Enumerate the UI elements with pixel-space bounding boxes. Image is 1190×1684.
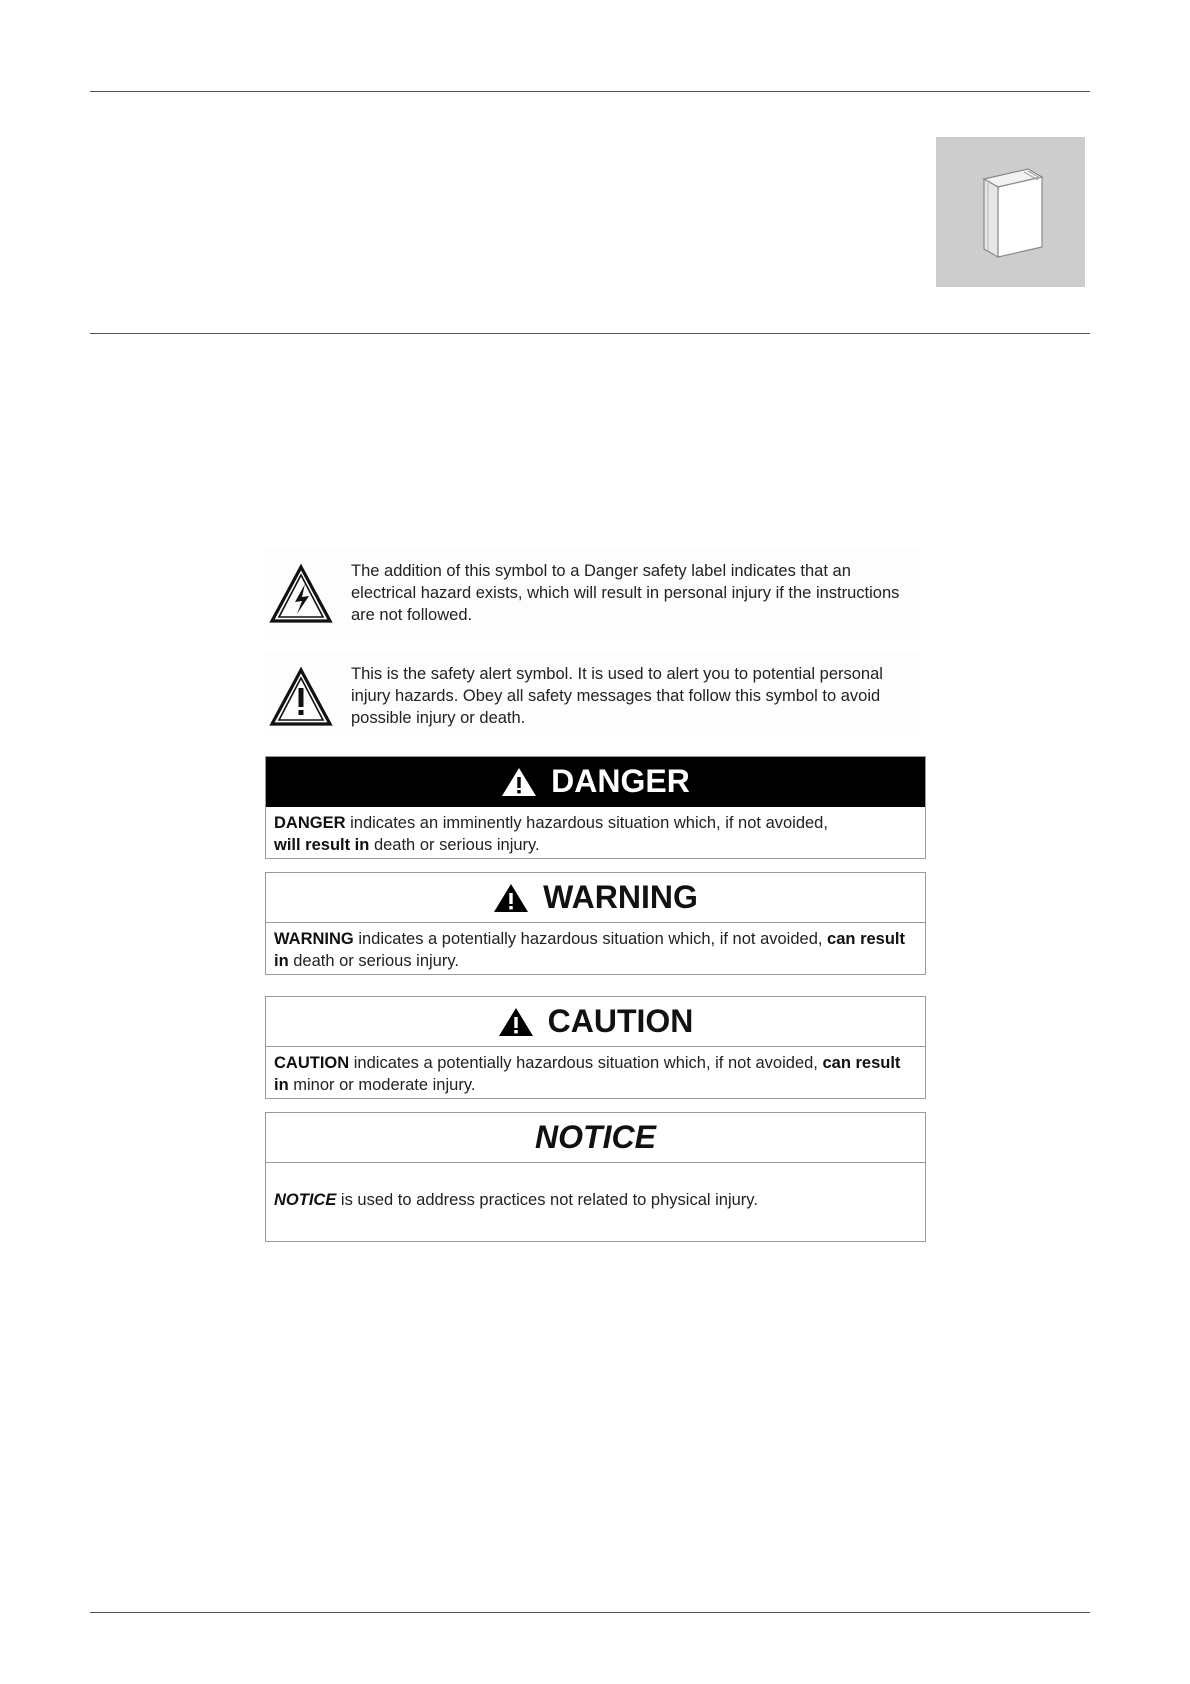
notice-box (265, 1112, 926, 1242)
caution-emphasis: can result in (274, 1054, 901, 1094)
top-rule (90, 91, 1090, 92)
danger-box (265, 756, 926, 859)
safety-alert-explanation (265, 651, 920, 737)
book-tile (936, 137, 1085, 287)
danger-title: DANGER (551, 763, 690, 799)
section-rule (90, 333, 1090, 334)
caution-tail: minor or moderate injury. (288, 1076, 476, 1094)
safety-alert-text: This is the safety alert symbol. It is used to alert you to potential personal injury hazards. Obey all safety messages that follow this symbol to avoid possible injury or death. (351, 665, 883, 727)
bottom-rule (90, 1612, 1090, 1613)
book-icon (976, 165, 1046, 261)
warning-tail: death or serious injury. (288, 952, 459, 970)
caution-header (266, 997, 925, 1047)
warning-header (266, 873, 925, 923)
warning-description (266, 923, 925, 977)
electrical-hazard-text: The addition of this symbol to a Danger safety label indicates that an electrical hazard exists, which will result in personal injury if the instructions are not followed. (351, 562, 900, 624)
notice-lead: NOTICE (274, 1191, 337, 1209)
warning-box (265, 872, 926, 975)
warning-title: WARNING (543, 879, 698, 915)
danger-emphasis: will result in (274, 836, 370, 854)
warning-triangle-icon (498, 1007, 534, 1037)
danger-tail: death or serious injury. (369, 836, 540, 854)
notice-description (266, 1163, 925, 1216)
caution-description (266, 1047, 925, 1101)
warning-lead: WARNING (274, 930, 354, 948)
danger-text: indicates an imminently hazardous situation which, if not avoided, (345, 814, 828, 832)
notice-text: is used to address practices not related to physical injury. (336, 1191, 758, 1209)
caution-title: CAUTION (547, 1003, 694, 1039)
caution-lead: CAUTION (274, 1054, 350, 1072)
danger-lead: DANGER (274, 814, 346, 832)
warning-triangle-icon (501, 767, 537, 797)
electrical-hazard-explanation (265, 548, 920, 634)
caution-box (265, 996, 926, 1099)
warning-triangle-icon (493, 883, 529, 913)
caution-text: indicates a potentially hazardous situation which, if not avoided, (349, 1054, 823, 1072)
danger-header (266, 757, 925, 807)
notice-title: NOTICE (535, 1119, 656, 1155)
electrical-hazard-icon (268, 563, 334, 625)
safety-alert-icon (268, 666, 334, 728)
warning-emphasis: can result in (274, 930, 905, 970)
warning-text: indicates a potentially hazardous situation which, if not avoided, (353, 930, 828, 948)
notice-header (266, 1113, 925, 1163)
danger-description (266, 807, 925, 861)
